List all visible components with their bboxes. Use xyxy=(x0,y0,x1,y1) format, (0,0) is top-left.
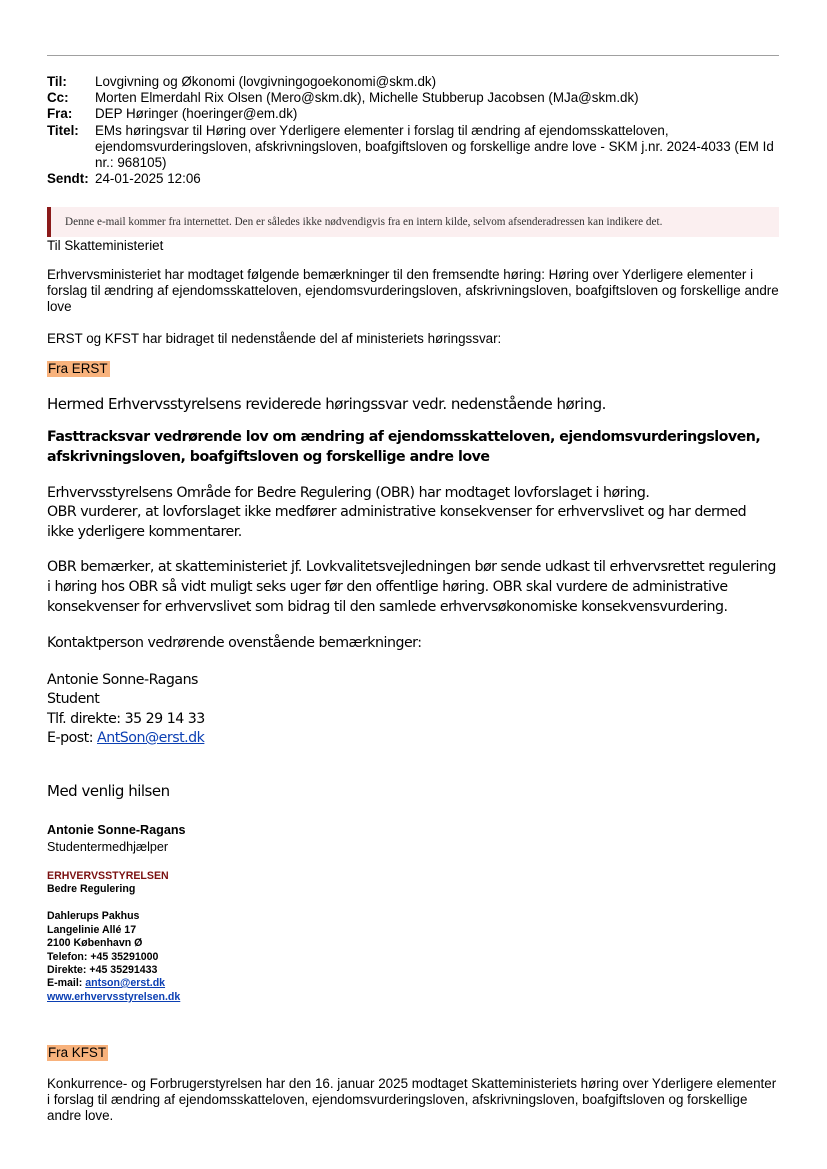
erst-section-label: Fra ERST xyxy=(48,361,108,376)
top-divider xyxy=(47,55,779,56)
signature-phone: Telefon: +45 35291000 xyxy=(47,951,159,963)
signature-org: ERHVERVSSTYRELSEN xyxy=(47,870,169,882)
signature-title: Studentermedhjælper xyxy=(47,840,169,854)
from-row xyxy=(47,106,782,122)
signature-addr-1: Dahlerups Pakhus xyxy=(47,910,140,922)
sent-label: Sendt: xyxy=(47,171,89,187)
to-label: Til: xyxy=(47,74,67,89)
signature-addr-3: 2100 København Ø xyxy=(47,937,143,949)
signature-addr-2: Langelinie Allé 17 xyxy=(47,924,137,936)
warning-bar xyxy=(47,207,51,237)
contact-intro: Kontaktperson vedrørende ovenstående bemærkninger: xyxy=(47,635,422,651)
signature-dept: Bedre Regulering xyxy=(47,883,136,895)
external-warning-banner xyxy=(47,207,779,237)
to-row xyxy=(47,74,782,90)
contact-phone: Tlf. direkte: 35 29 14 33 xyxy=(47,711,205,727)
subject-value: EMs høringsvar til Høring over Yderligere elementer i forslag til ændring af ejendomsskatteloven, ejendomsvurderingsloven, afskrivningsloven, boafgiftsloven og forskellige andre love - SKM j.nr. 2024-4033 (EM Id nr.: 968105) xyxy=(95,122,774,171)
subject-label: Titel: xyxy=(47,122,79,138)
cc-label: Cc: xyxy=(47,90,69,106)
erst-lead: Hermed Erhvervsstyrelsens reviderede høringssvar vedr. nedenstående høring. xyxy=(47,395,606,413)
kfst-section-label-wrap xyxy=(47,1045,782,1061)
sent-value: 24-01-2025 12:06 xyxy=(95,171,201,187)
signature-web-link[interactable]: www.erhvervsstyrelsen.dk xyxy=(47,991,181,1003)
erst-title: Fasttracksvar vedrørende lov om ændring af ejendomsskatteloven, ejendomsvurderingsloven, afskrivningsloven, boafgiftsloven og forskellige andre love xyxy=(47,429,761,465)
obr-line-1: Erhvervsstyrelsens Område for Bedre Regulering (OBR) har modtaget lovforslaget i høring. xyxy=(47,485,650,501)
obr-line-2: OBR vurderer, at lovforslaget ikke medfører administrative konsekvenser for erhvervslivet og har dermed ikke yderligere kommentarer. xyxy=(47,504,747,540)
contact-email-label: E-post: xyxy=(47,730,98,746)
signature-web-line xyxy=(47,991,180,1004)
signature-email-line xyxy=(47,977,165,990)
warning-text: Denne e-mail kommer fra internettet. Den er således ikke nødvendigvis fra en intern kilde, selvom afsenderadressen kan indikere det. xyxy=(65,216,663,228)
subject-row xyxy=(47,123,782,172)
kfst-section-label: Fra KFST xyxy=(48,1045,107,1060)
from-value: DEP Høringer (hoeringer@em.dk) xyxy=(95,106,298,122)
signature-email-label: E-mail: xyxy=(47,977,86,989)
obr-paragraph-2: OBR bemærker, at skatteministeriet jf. Lovkvalitetsvejledningen bør sende udkast til erhvervsrettet regulering i høring hos OBR så vidt muligt seks uger før den offentlige høring. OBR skal vurdere de administrative konsekvenser for erhvervslivet som bidrag til den samlede erhvervsøkonomiske konsekvensvurdering. xyxy=(47,559,776,615)
contact-role: Student xyxy=(47,691,100,707)
signature-email-link[interactable]: antson@erst.dk xyxy=(85,977,166,989)
cc-row xyxy=(47,90,782,106)
kfst-paragraph: Konkurrence- og Forbrugerstyrelsen har den 16. januar 2025 modtaget Skatteministeriets høring over Yderligere elementer i forslag til ændring af ejendomsskatteloven, ejendomsvurderingsloven, afskrivningsloven, boafgiftsloven og forskellige andre love. xyxy=(47,1076,777,1124)
cc-value: Morten Elmerdahl Rix Olsen (Mero@skm.dk), Michelle Stubberup Jacobsen (MJa@skm.dk) xyxy=(95,90,639,106)
intro-paragraph: Erhvervsministeriet har modtaget følgende bemærkninger til den fremsendte høring: Høring over Yderligere elementer i forslag til ændring af ejendomsskatteloven, ejendomsvurderingsloven, afskrivningsloven, boafgiftsloven og forskellige andre love xyxy=(47,267,779,315)
to-value: Lovgivning og Økonomi (lovgivningogoekonomi@skm.dk) xyxy=(95,74,437,89)
greeting: Til Skatteministeriet xyxy=(47,238,164,253)
contact-email-link[interactable]: AntSon@erst.dk xyxy=(97,730,205,746)
contact-email-line xyxy=(47,728,782,748)
closing: Med venlig hilsen xyxy=(47,782,170,800)
erst-section-label-wrap xyxy=(47,361,782,377)
signature-direct: Direkte: +45 35291433 xyxy=(47,964,158,976)
sent-row xyxy=(47,171,782,187)
contact-name: Antonie Sonne-Ragans xyxy=(47,672,198,688)
email-header xyxy=(47,74,782,187)
from-label: Fra: xyxy=(47,106,73,122)
contrib-paragraph: ERST og KFST har bidraget til nedenstående del af ministeriets høringssvar: xyxy=(47,331,502,346)
signature-name: Antonie Sonne-Ragans xyxy=(47,823,186,837)
